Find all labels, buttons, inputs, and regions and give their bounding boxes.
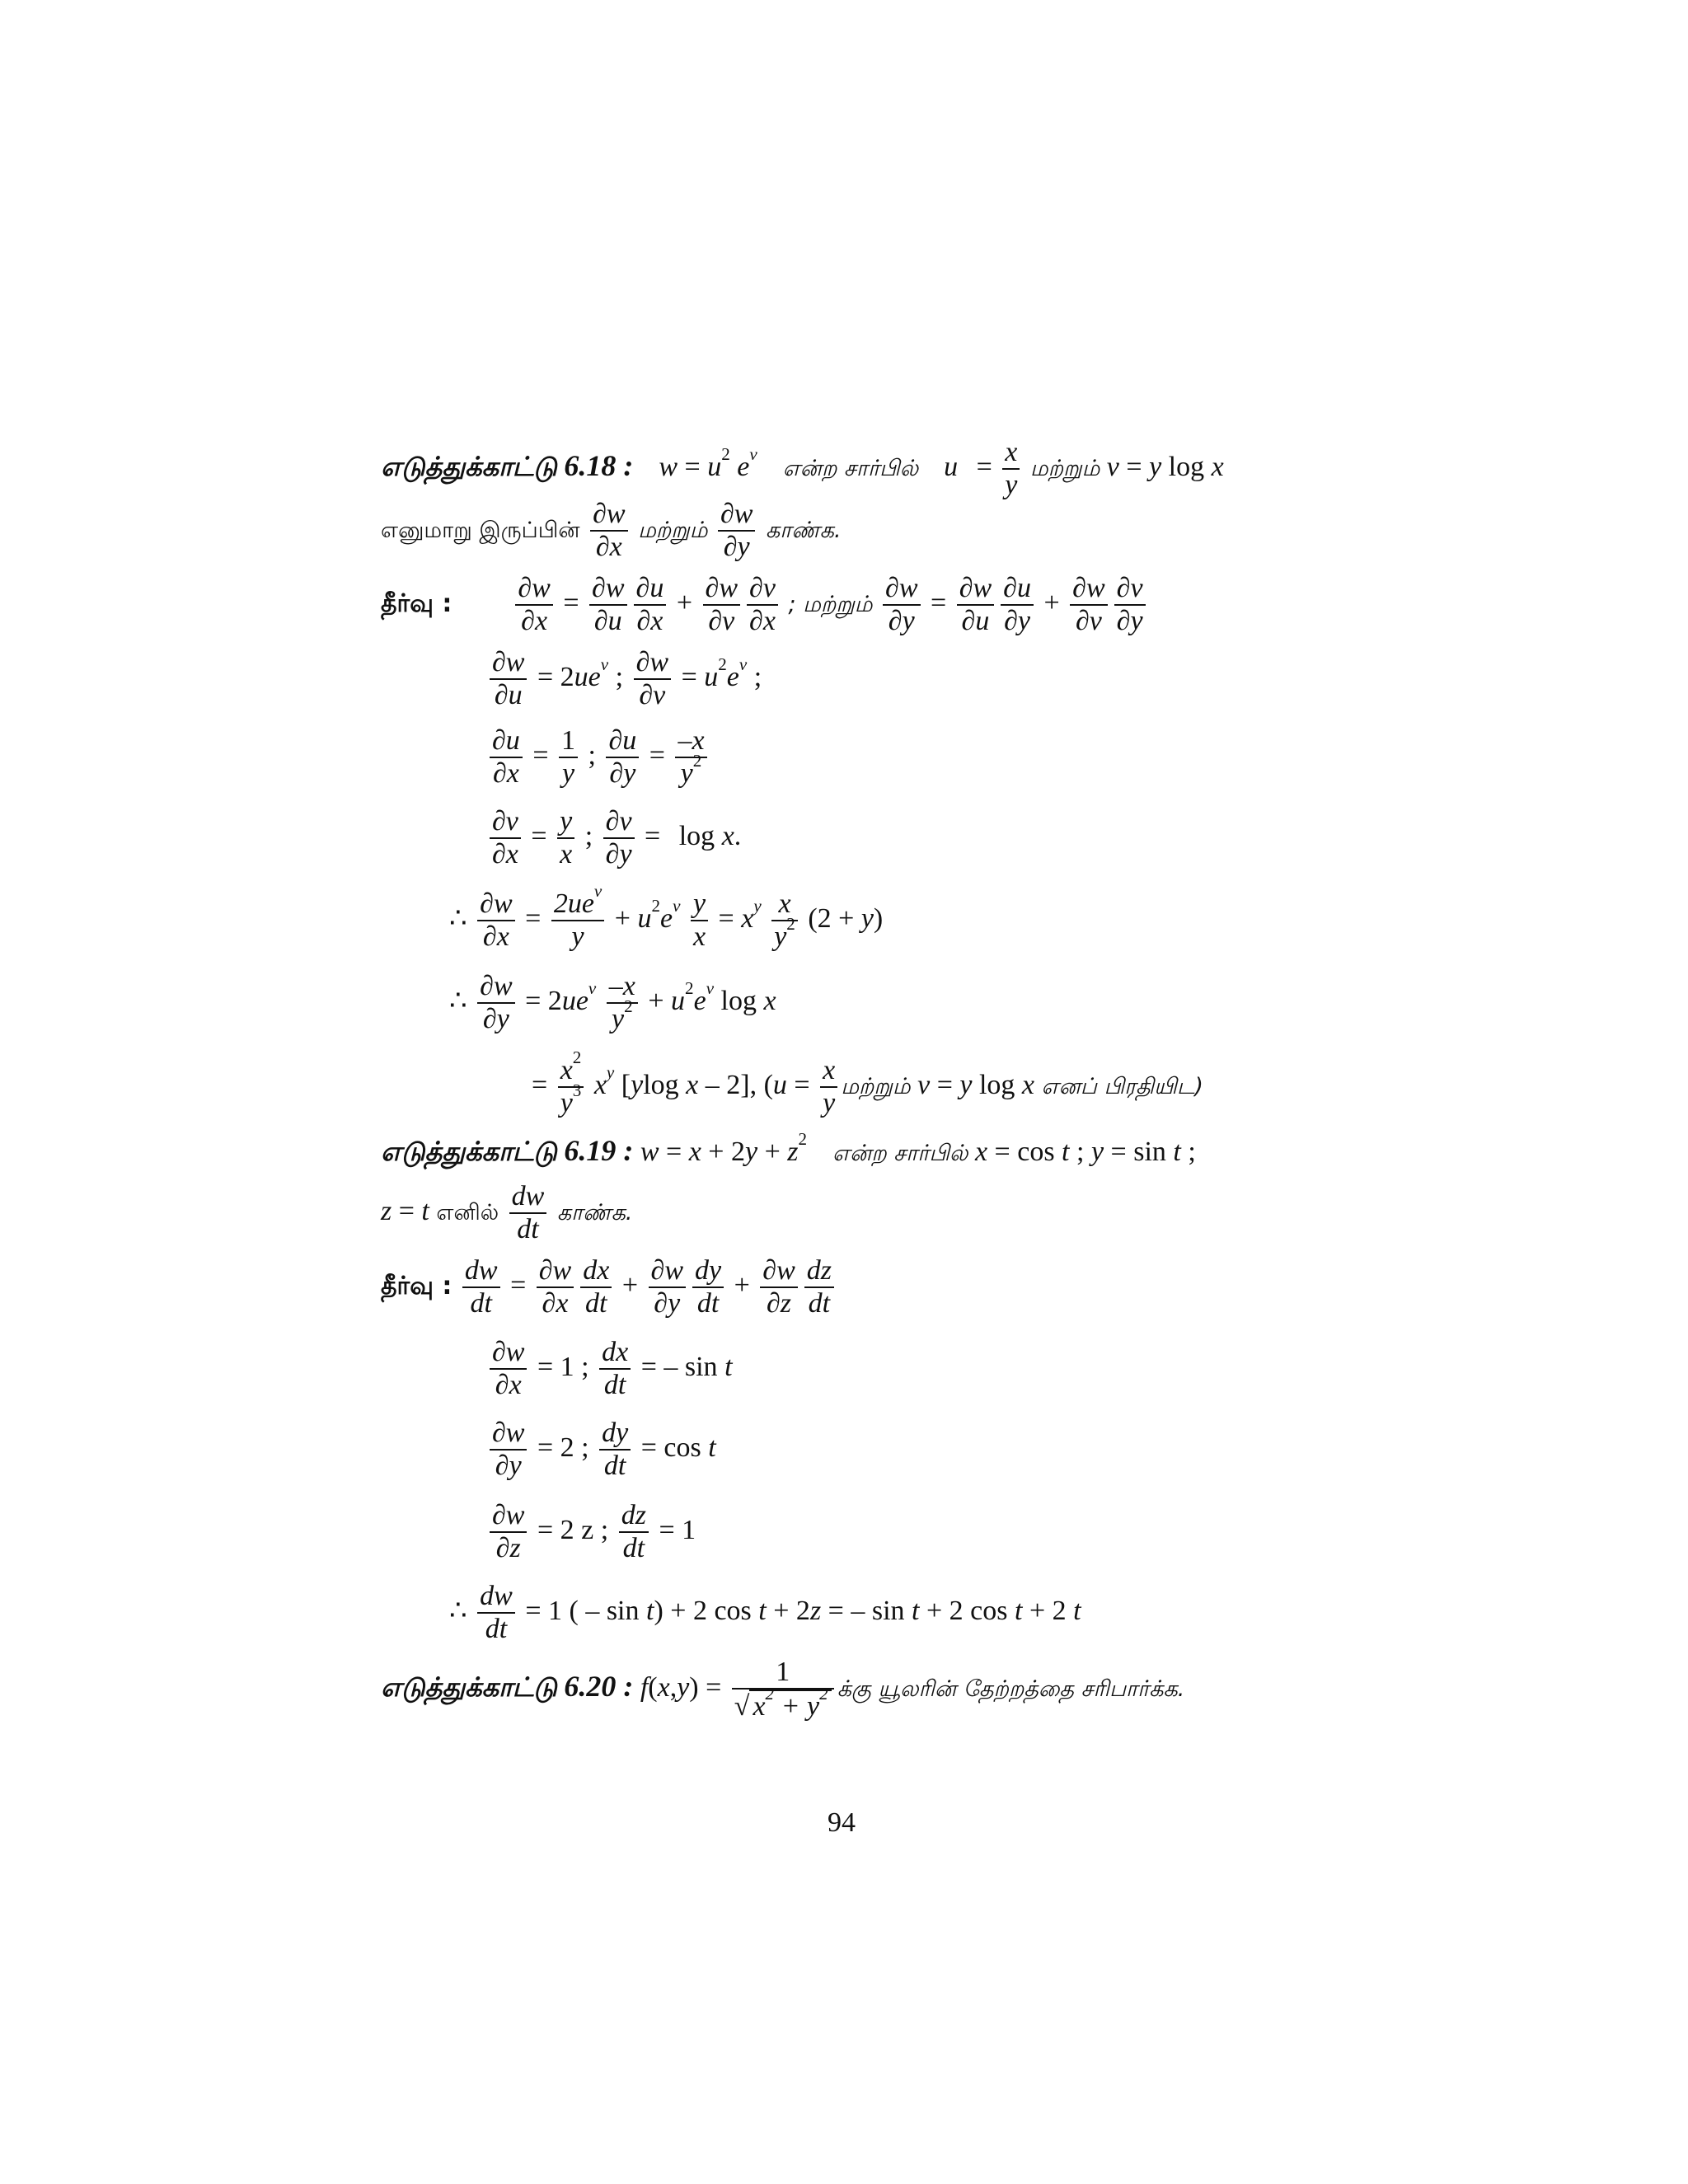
equation-w: w: [659, 451, 678, 482]
example-6-20-line1: எடுத்துக்காட்டு 6.20 : f(x,y) = $\frac{1}{√ x^2 + y^2}$ க்கு யூலரின் தேற்றத்தை சரிபார்க்க.: [381, 1657, 1185, 1722]
solution-6-19-line1: தீர்வு : $\frac{dw}{dt}$ = $\frac{\partial w}{\partial x}$ $\frac{dx}{dt}$ + $\frac{\partial w}{\partial y}$ $\frac{dy}{dt}$ + $\frac{\partial w}{\partial z}$ $\frac{dz}{dt}$: [381, 1255, 837, 1319]
fraction-one-over-sqrt: $\frac{1}{√ x^2 + y^2}$: [732, 1657, 834, 1722]
example-label: எடுத்துக்காட்டு: [381, 1136, 557, 1167]
example-6-18-line1: எடுத்துக்காட்டு 6.18 : $w = u^2$ $e^v$ என்ற சார்பில் u = $\frac{x}{y}$ மற்றும் v = y log x: [381, 437, 1224, 501]
example-label: எடுத்துக்காட்டு: [381, 450, 557, 482]
tamil-text: க்கு யூலரின் தேற்றத்தை சரிபார்க்க.: [837, 1675, 1185, 1702]
solution-6-18-line4: $\frac{\partial v}{\partial x}$ = $\frac{y}{x}$ ; $\frac{\partial v}{\partial y}$ = log x.: [486, 806, 741, 870]
tamil-text: என்ற சார்பில்: [832, 1141, 968, 1166]
tamil-text: எனப் பிரதியிட): [1041, 1073, 1203, 1099]
solution-6-18-line7: = $\frac{x^2}{y^3}$ $x^y$ [ylog x – 2], (u = $\frac{x}{y}$ மற்றும் v = y log x எனப் பிரதியிட): [532, 1047, 1203, 1119]
example-6-19-line2: z = t எனில் $\frac{dw}{dt}$ காண்க.: [381, 1181, 633, 1245]
tamil-text: ; மற்றும்: [788, 591, 873, 617]
example-label: எடுத்துக்காட்டு: [381, 1671, 557, 1703]
solution-6-19-line3: $\frac{\partial w}{\partial y}$ = 2 ; $\frac{dy}{dt}$ = cos t: [486, 1418, 716, 1482]
example-number: 6.18 :: [564, 448, 634, 482]
tamil-text: மற்றும்: [638, 517, 708, 543]
fraction-x-over-y: $\frac{x}{y}$: [1002, 437, 1020, 501]
solution-6-18-line2: $\frac{\partial w}{\partial u}$ = $2ue^v$ ; $\frac{\partial w}{\partial v}$ = $u^2e^v$ ;: [486, 647, 762, 711]
tamil-text: என்ற சார்பில்: [782, 455, 919, 481]
example-6-18-line2: எனுமாறு இருப்பின் $\frac{\partial w}{\partial x}$ மற்றும் $\frac{\partial w}{\partial y}$ காண்க.: [381, 499, 842, 563]
tamil-text: மற்றும்: [1029, 455, 1100, 481]
example-number: 6.19 :: [564, 1134, 634, 1167]
solution-6-19-line2: $\frac{\partial w}{\partial x}$ = 1 ; $\frac{dx}{dt}$ = – sin t: [486, 1337, 733, 1401]
tamil-text: காண்க.: [765, 517, 842, 543]
example-number: 6.20 :: [564, 1669, 634, 1703]
solution-label: தீர்வு :: [381, 588, 452, 618]
tamil-text: காண்க.: [556, 1199, 633, 1226]
tamil-text: மற்றும்: [841, 1073, 911, 1099]
solution-6-18-line6: ∴ $\frac{\partial w}{\partial y}$ = $2ue^v$ $\frac{-x}{y^2}$ + $u^2e^v$ log x: [449, 971, 776, 1035]
solution-6-18-line5: ∴ $\frac{\partial w}{\partial x}$ = $\frac{2ue^v}{y}$ + $u^2e^v$ $\frac{y}{x}$ = $x^y$ $\frac{x}{y^2}$ (2 + y): [449, 881, 884, 953]
page-number: 94: [828, 1807, 856, 1838]
example-6-19-line1: எடுத்துக்காட்டு 6.19 : $w = x + 2y + z^2$ என்ற சார்பில் x = cos t ; y = sin t ;: [381, 1129, 1196, 1167]
tamil-text: எனில்: [436, 1199, 499, 1226]
solution-6-19-line4: $\frac{\partial w}{\partial z}$ = 2 z ; $\frac{dz}{dt}$ = 1: [486, 1500, 696, 1564]
solution-6-19-line5: ∴ $\frac{dw}{dt}$ = 1 ( – sin t) + 2 cos t + 2z = – sin t + 2 cos t + 2 t: [449, 1581, 1081, 1645]
tamil-text: எனுமாறு இருப்பின்: [381, 517, 580, 543]
solution-6-18-line1: தீர்வு : $\frac{\partial w}{\partial x}$ = $\frac{\partial w}{\partial u}$ $\frac{\partial u}{\partial x}$ + $\frac{\partial w}{\partial v}$ $\frac{\partial v}{\partial x}$ ; மற்றும் $\frac{\partial w}{\partial y}$ = $\frac{\partial w}{\partial u}$ $\frac{\partial u}{\partial y}$ + $\frac{\partial w}{\partial v}$ $\frac{\partial v}{\partial y}$: [381, 573, 1149, 637]
solution-label: தீர்வு :: [381, 1271, 452, 1301]
solution-6-18-line3: $\frac{\partial u}{\partial x}$ = $\frac{1}{y}$ ; $\frac{\partial u}{\partial y}$ = $\frac{-x}{y^2}$: [486, 725, 710, 790]
